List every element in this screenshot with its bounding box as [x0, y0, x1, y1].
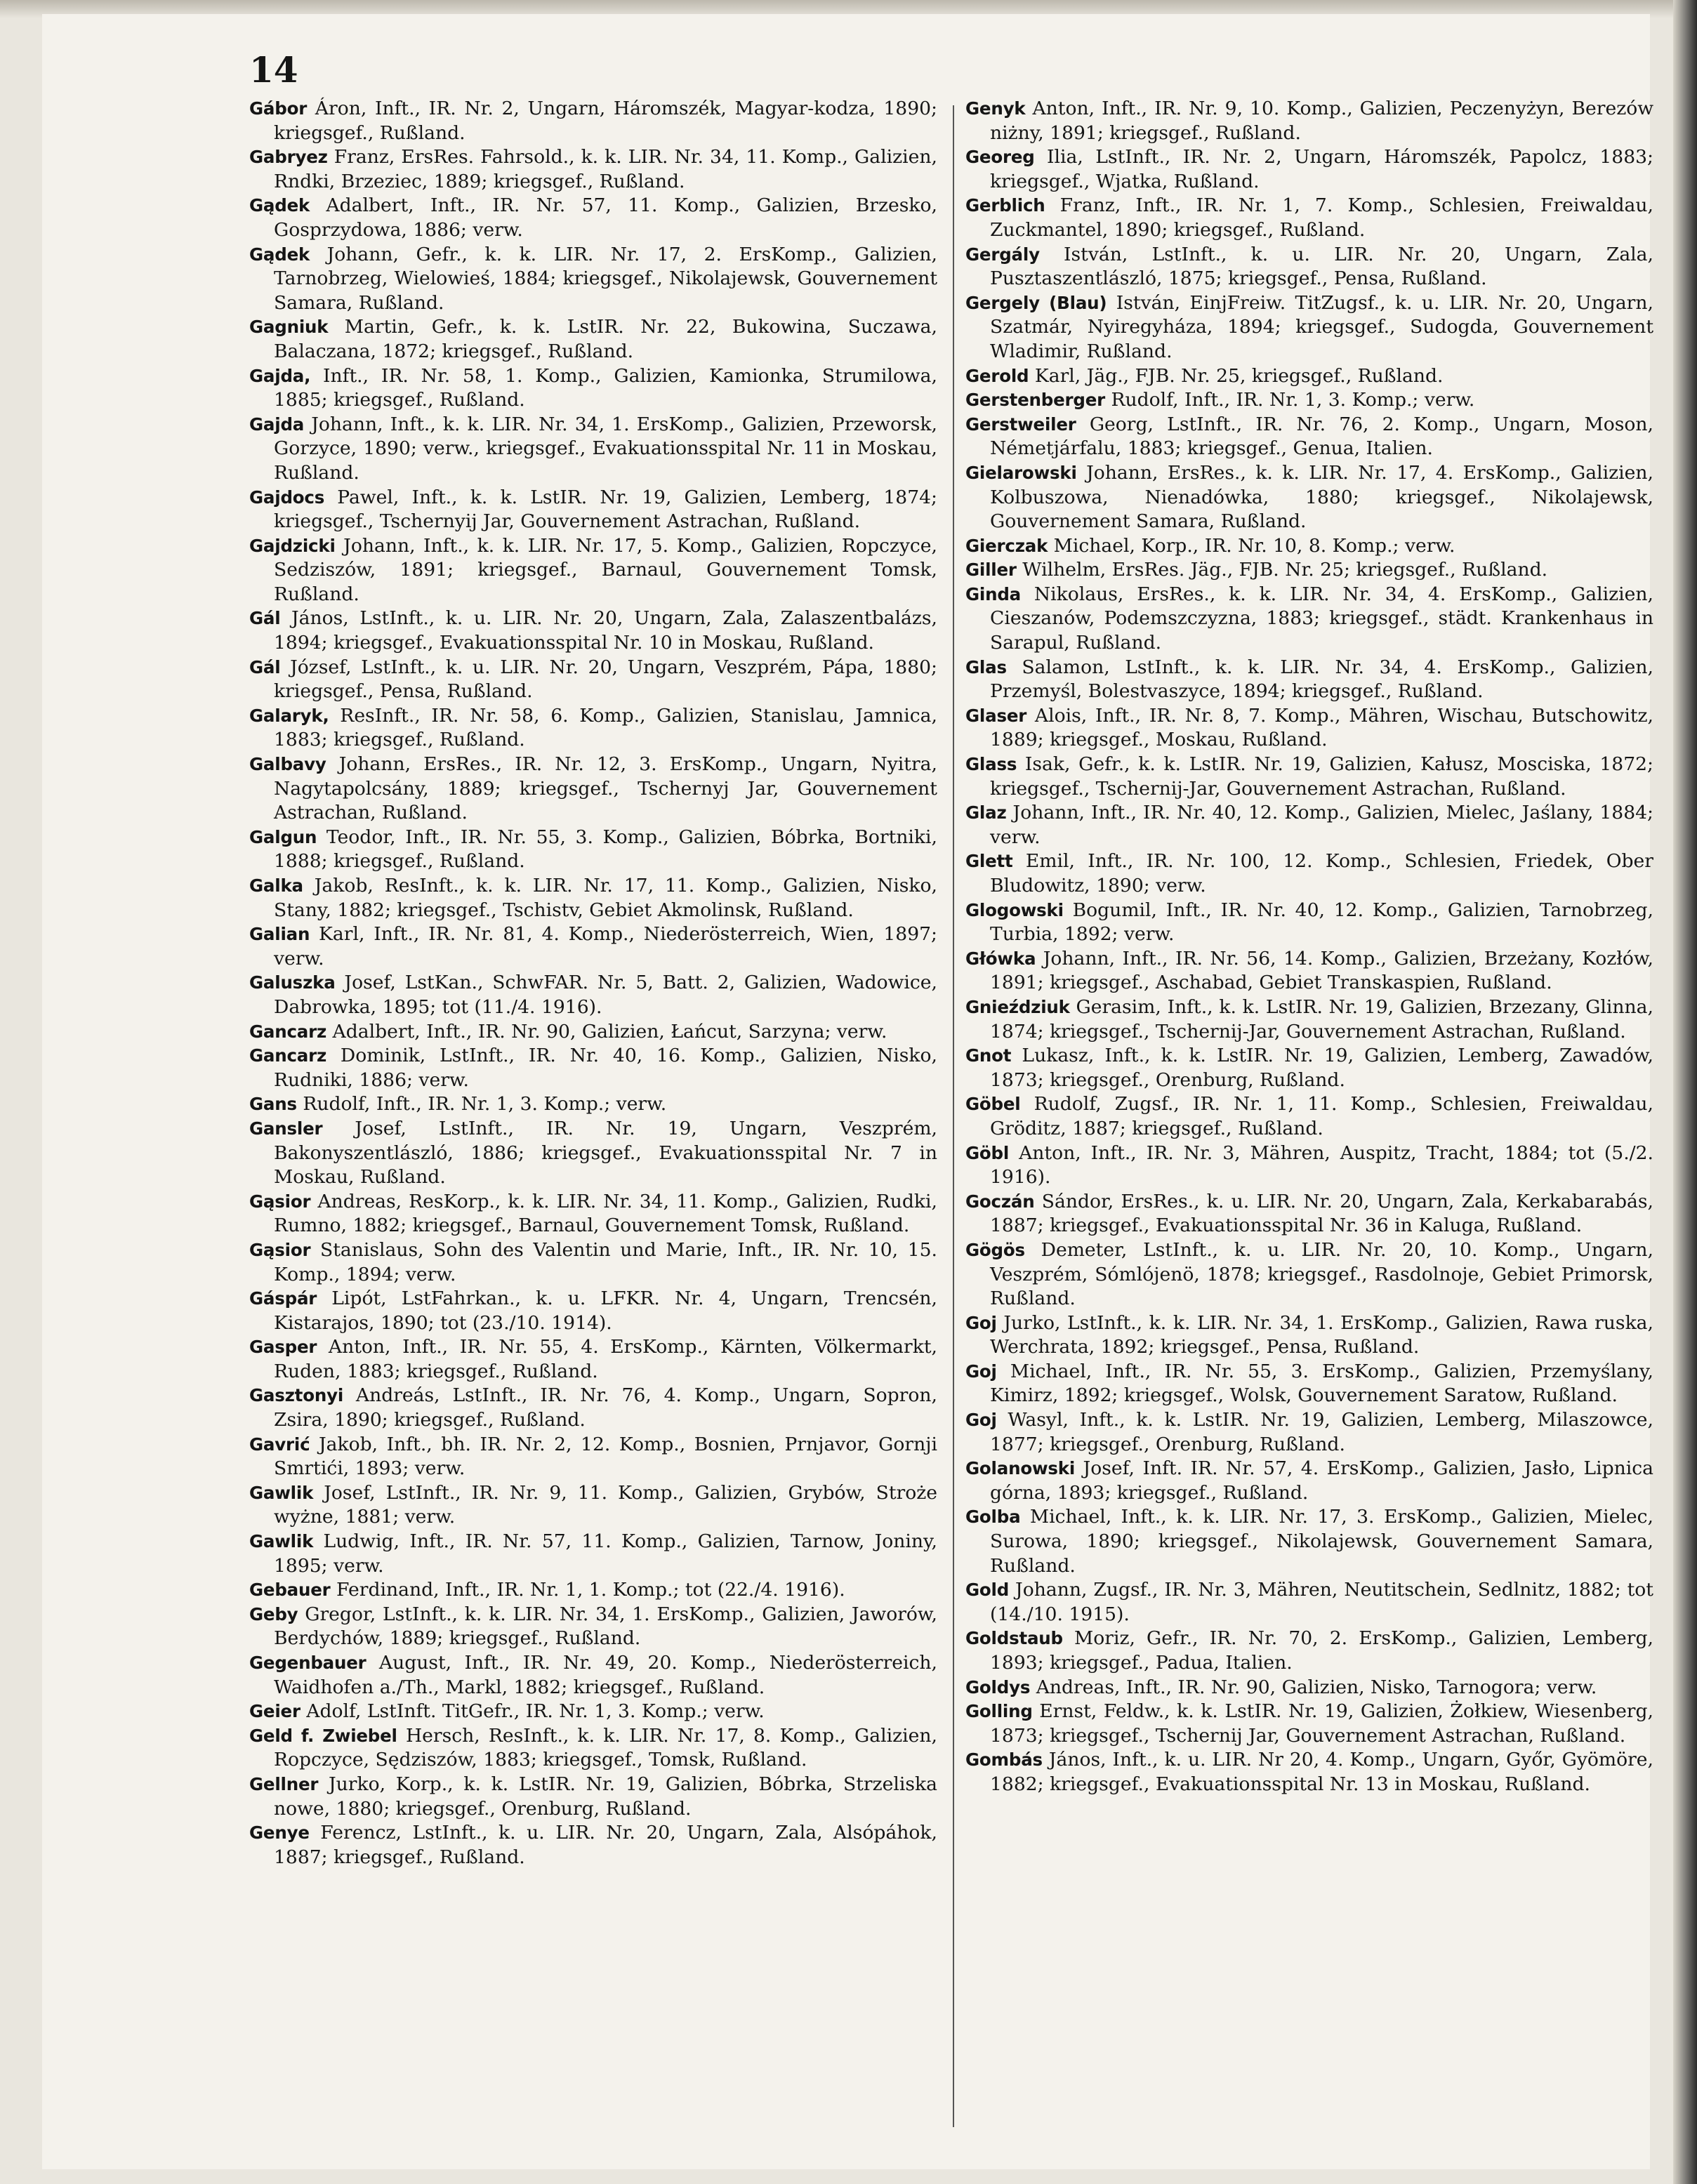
entry-details: Alois, Inft., IR. Nr. 8, 7. Komp., Mähren, Wischau, Butschowitz, 1889; kriegsgef., Moskau, Rußland.	[990, 704, 1653, 751]
register-entry	[965, 1044, 1653, 1092]
entry-details: Andreás, LstInft., IR. Nr. 76, 4. Komp., Ungarn, Sopron, Zsira, 1890; kriegsgef., Rußland.	[274, 1384, 937, 1431]
entry-details: Teodor, Inft., IR. Nr. 55, 3. Komp., Galizien, Bóbrka, Bortniki, 1888; kriegsgef., Rußland.	[274, 826, 937, 873]
entry-surname: Gajda	[249, 413, 305, 435]
entry-surname: Galgun	[249, 826, 317, 847]
entry-surname: Gerstenberger	[965, 390, 1106, 411]
entry-details: Josef, LstInft., IR. Nr. 9, 11. Komp., Galizien, Grybów, Stroże wyżne, 1881; verw.	[274, 1481, 937, 1528]
register-entry	[249, 1773, 937, 1821]
register-entry	[249, 874, 937, 922]
entry-details: Michael, Korp., IR. Nr. 10, 8. Komp.; verw.	[1048, 534, 1455, 557]
register-entry	[965, 461, 1653, 534]
register-entry	[249, 753, 937, 826]
register-entry	[249, 1481, 937, 1530]
entry-surname: Gielarowski	[965, 462, 1077, 483]
entry-details: József, LstInft., k. u. LIR. Nr. 20, Ungarn, Veszprém, Pápa, 1880; kriegsgef., Pensa, Rußland.	[274, 656, 937, 703]
register-entry	[249, 1651, 937, 1700]
register-entry	[965, 753, 1653, 801]
register-entry	[965, 1627, 1653, 1675]
entry-surname: Gebauer	[249, 1580, 331, 1601]
register-entry	[249, 364, 937, 413]
entry-surname: Galaryk,	[249, 705, 329, 726]
entry-surname: Gerstweiler	[965, 413, 1076, 435]
entry-details: Sándor, ErsRes., k. u. LIR. Nr. 20, Ungarn, Zala, Kerkabarabás, 1887; kriegsgef., Evakuationsspital Nr. 36 in Kaluga, Rußland.	[990, 1190, 1653, 1237]
register-entry	[965, 558, 1653, 583]
entry-details: Jurko, LstInft., k. k. LIR. Nr. 34, 1. ErsKomp., Galizien, Rawa ruska, Werchrata, 1892; kriegsgef., Pensa, Rußland.	[990, 1311, 1653, 1358]
register-entry	[249, 1530, 937, 1578]
entry-details: Wilhelm, ErsRes. Jäg., FJB. Nr. 25; kriegsgef., Rußland.	[1016, 559, 1548, 581]
register-entry	[965, 1141, 1653, 1190]
entry-details: Rudolf, Zugsf., IR. Nr. 1, 11. Komp., Schlesien, Freiwaldau, Gröditz, 1887; kriegsgef., Rußland.	[990, 1093, 1653, 1139]
entry-surname: Göbel	[965, 1094, 1021, 1115]
entry-details: István, EinjFreiw. TitZugsf., k. u. LIR. Nr. 20, Ungarn, Szatmár, Nyiregyháza, 1894; kriegsgef., Sudogda, Gouvernement Wladimir, Rußland.	[990, 291, 1653, 362]
entry-details: Jurko, Korp., k. k. LstIR. Nr. 19, Galizien, Bóbrka, Strzeliska nowe, 1880; kriegsgef., Orenburg, Rußland.	[274, 1773, 937, 1820]
entry-details: Ferencz, LstInft., k. u. LIR. Nr. 20, Ungarn, Zala, Alsópáhok, 1887; kriegsgef., Rußland.	[274, 1822, 937, 1868]
entry-surname: Gavrić	[249, 1434, 310, 1455]
entry-surname: Georeg	[965, 147, 1035, 168]
entry-surname: Gąsior	[249, 1191, 311, 1212]
entry-surname: Gierczak	[965, 535, 1048, 556]
register-entry	[965, 1457, 1653, 1505]
entry-surname: Glett	[965, 851, 1013, 872]
entry-details: Michael, Inft., k. k. LIR. Nr. 17, 3. ErsKomp., Galizien, Mielec, Surowa, 1890; kriegsgef., Nikolajewsk, Gouvernement Samara, Rußland.	[990, 1506, 1653, 1577]
register-entry	[249, 97, 937, 145]
entry-details: Johann, Gefr., k. k. LIR. Nr. 17, 2. ErsKomp., Galizien, Tarnobrzeg, Wielowieś, 1884; kriegsgef., Nikolajewsk, Gouvernement Samara, Rußland.	[274, 243, 937, 314]
register-entry	[965, 995, 1653, 1044]
entry-surname: Goj	[965, 1410, 997, 1431]
entry-surname: Gajdocs	[249, 487, 325, 508]
register-entry	[249, 826, 937, 874]
register-entry	[249, 704, 937, 753]
entry-details: Áron, Inft., IR. Nr. 2, Ungarn, Háromszék, Magyar-kodza, 1890; kriegsgef., Rußland.	[274, 98, 937, 144]
entry-surname: Gnieździuk	[965, 996, 1070, 1017]
register-entry	[249, 1724, 937, 1773]
entry-details: Hersch, ResInft., k. k. LIR. Nr. 17, 8. Komp., Galizien, Ropczyce, Sędziszów, 1883; kriegsgef., Tomsk, Rußland.	[274, 1724, 937, 1771]
register-entry	[965, 534, 1653, 559]
register-entry	[965, 97, 1653, 145]
entry-details: Anton, Inft., IR. Nr. 9, 10. Komp., Galizien, Peczenyżyn, Berezów niżny, 1891; kriegsgef., Rußland.	[990, 98, 1653, 144]
entry-surname: Glogowski	[965, 899, 1064, 920]
entry-details: Rudolf, Inft., IR. Nr. 1, 3. Komp.; verw.	[296, 1093, 667, 1116]
entry-details: Isak, Gefr., k. k. LstIR. Nr. 19, Galizien, Kałusz, Mosciska, 1872; kriegsgef., Tschernij-Jar, Gouvernement Astrachan, Rußland.	[990, 753, 1653, 800]
entry-details: Ilia, LstInft., IR. Nr. 2, Ungarn, Háromszék, Papolcz, 1883; kriegsgef., Wjatka, Rußland.	[990, 146, 1653, 192]
register-entry	[249, 1335, 937, 1384]
entry-surname: Gögös	[965, 1239, 1025, 1260]
entry-details: Ernst, Feldw., k. k. LstIR. Nr. 19, Galizien, Żołkiew, Wiesenberg, 1873; kriegsgef., Tschernij Jar, Gouvernement Astrachan, Rußland.	[990, 1700, 1653, 1747]
entry-surname: Gansler	[249, 1118, 323, 1139]
entry-surname: Glas	[965, 656, 1007, 677]
entry-surname: Gans	[249, 1094, 297, 1115]
entry-details: Johann, ErsRes., k. k. LIR. Nr. 17, 4. ErsKomp., Galizien, Kolbuszowa, Nienadówka, 1880; kriegsgef., Nikolajewsk, Gouvernement Samara, Rußland.	[990, 461, 1653, 533]
entry-surname: Gál	[249, 656, 281, 677]
entry-details: Moriz, Gefr., IR. Nr. 70, 2. ErsKomp., Galizien, Lemberg, 1893; kriegsgef., Padua, Italien.	[990, 1627, 1653, 1674]
entry-surname: Gancarz	[249, 1045, 327, 1066]
register-entry	[965, 1505, 1653, 1578]
register-entry	[965, 413, 1653, 461]
entry-surname: Gabryez	[249, 147, 328, 168]
register-entry	[965, 291, 1653, 364]
register-entry	[965, 1311, 1653, 1360]
entry-details: Inft., IR. Nr. 58, 1. Komp., Galizien, Kamionka, Strumilowa, 1885; kriegsgef., Rußland.	[274, 364, 937, 411]
entry-details: Johann, Inft., IR. Nr. 40, 12. Komp., Galizien, Mielec, Jaślany, 1884; verw.	[990, 802, 1653, 848]
entry-details: Anton, Inft., IR. Nr. 3, Mähren, Auspitz, Tracht, 1884; tot (5./2. 1916).	[990, 1141, 1653, 1189]
register-entry	[249, 1287, 937, 1335]
register-entry	[249, 1238, 937, 1287]
entry-details: Franz, ErsRes. Fahrsold., k. k. LIR. Nr. 34, 11. Komp., Galizien, Rndki, Brzeziec, 1889; kriegsgef., Rußland.	[274, 146, 937, 192]
register-entry	[249, 1044, 937, 1092]
register-entry	[965, 1676, 1653, 1700]
entry-details: Andreas, ResKorp., k. k. LIR. Nr. 34, 11. Komp., Galizien, Rudki, Rumno, 1882; kriegsgef., Barnaul, Gouvernement Tomsk, Rußland.	[274, 1190, 937, 1237]
entry-details: Gerasim, Inft., k. k. LstIR. Nr. 19, Galizien, Brzezany, Glinna, 1874; kriegsgef., Tschernij-Jar, Gouvernement Astrachan, Rußland.	[990, 995, 1653, 1043]
register-entry	[249, 1578, 937, 1603]
entry-surname: Gáspár	[249, 1288, 317, 1309]
entry-details: Jakob, Inft., bh. IR. Nr. 2, 12. Komp., Bosnien, Prnjavor, Gornji Smrtići, 1893; verw.	[274, 1433, 937, 1480]
entry-surname: Galbavy	[249, 754, 326, 775]
register-entry	[249, 1700, 937, 1724]
entry-details: Salamon, LstInft., k. k. LIR. Nr. 34, 4. ErsKomp., Galizien, Przemyśl, Bolestvaszyce, 1894; kriegsgef., Rußland.	[990, 656, 1653, 703]
entry-surname: Galian	[249, 924, 310, 945]
entry-surname: Gergely (Blau)	[965, 292, 1107, 313]
entry-surname: Gajda,	[249, 365, 311, 386]
entry-details: Johann, Inft., k. k. LIR. Nr. 34, 1. ErsKomp., Galizien, Przeworsk, Gorzyce, 1890; verw., kriegsgef., Evakuationsspital Nr. 11 in Moskau, Rußland.	[274, 413, 937, 484]
entry-surname: Galka	[249, 875, 303, 896]
entry-details: János, Inft., k. u. LIR. Nr 20, 4. Komp., Ungarn, Győr, Gyömöre, 1882; kriegsgef., Evakuationsspital Nr. 13 in Moskau, Rußland.	[990, 1749, 1653, 1795]
entry-details: August, Inft., IR. Nr. 49, 20. Komp., Niederösterreich, Waidhofen a./Th., Markl, 1882; kriegsgef., Rußland.	[274, 1652, 937, 1698]
entry-surname: Goj	[965, 1312, 997, 1333]
entry-details: Lipót, LstFahrkan., k. u. LFKR. Nr. 4, Ungarn, Trencsén, Kistarajos, 1890; tot (23./10. 1914).	[274, 1288, 937, 1334]
entry-surname: Genyk	[965, 98, 1026, 119]
entry-details: Josef, Inft. IR. Nr. 57, 4. ErsKomp., Galizien, Jasło, Lipnica górna, 1893; kriegsgef., Rußland.	[990, 1457, 1653, 1504]
register-entry	[249, 1603, 937, 1651]
entry-details: Josef, LstInft., IR. Nr. 19, Ungarn, Veszprém, Bakonyszentlászló, 1886; kriegsgef., Evakuationsspital Nr. 7 in Moskau, Rußland.	[274, 1117, 937, 1189]
register-entry	[965, 1238, 1653, 1311]
register-entry	[965, 1360, 1653, 1408]
register-entry	[965, 243, 1653, 291]
register-entry	[249, 194, 937, 242]
entry-surname: Geier	[249, 1701, 301, 1722]
register-entry	[249, 534, 937, 607]
entry-surname: Gagniuk	[249, 317, 329, 338]
entry-details: Anton, Inft., IR. Nr. 55, 4. ErsKomp., Kärnten, Völkermarkt, Ruden, 1883; kriegsgef., Rußland.	[274, 1336, 937, 1382]
entry-surname: Goldys	[965, 1676, 1031, 1697]
entry-surname: Glaz	[965, 802, 1007, 823]
register-entry	[965, 1700, 1653, 1748]
entry-details: Adalbert, Inft., IR. Nr. 90, Galizien, Łańcut, Sarzyna; verw.	[326, 1020, 887, 1043]
entry-details: Andreas, Inft., IR. Nr. 90, Galizien, Nisko, Tarnogora; verw.	[1030, 1676, 1597, 1698]
register-entry	[965, 1748, 1653, 1796]
left-column	[249, 97, 937, 1869]
entry-surname: Geby	[249, 1603, 298, 1624]
entry-surname: Ginda	[965, 583, 1022, 604]
register-entry	[965, 1092, 1653, 1141]
register-entry	[249, 1092, 937, 1117]
register-entry	[249, 607, 937, 655]
entry-details: Franz, Inft., IR. Nr. 1, 7. Komp., Schlesien, Freiwaldau, Zuckmantel, 1890; kriegsgef., Rußland.	[990, 194, 1653, 241]
entry-details: ResInft., IR. Nr. 58, 6. Komp., Galizien, Stanislau, Jamnica, 1883; kriegsgef., Rußland.	[274, 704, 937, 751]
entry-details: Stanislaus, Sohn des Valentin und Marie, Inft., IR. Nr. 10, 15. Komp., 1894; verw.	[274, 1238, 937, 1285]
register-entry	[965, 145, 1653, 194]
entry-details: Gregor, LstInft., k. k. LIR. Nr. 34, 1. ErsKomp., Galizien, Jaworów, Berdychów, 1889; kriegsgef., Rußland.	[274, 1603, 937, 1650]
register-entry	[249, 315, 937, 364]
entry-surname: Giller	[965, 560, 1017, 581]
entry-surname: Gegenbauer	[249, 1653, 367, 1673]
entry-surname: Golba	[965, 1507, 1021, 1528]
entry-details: Karl, Jäg., FJB. Nr. 25, kriegsgef., Rußland.	[1029, 364, 1444, 387]
register-entry	[965, 194, 1653, 242]
register-entry	[965, 947, 1653, 995]
entry-details: Georg, LstInft., IR. Nr. 76, 2. Komp., Ungarn, Moson, Németjárfalu, 1883; kriegsgef., Genua, Italien.	[990, 413, 1653, 460]
entry-surname: Glaser	[965, 705, 1027, 726]
entry-details: Dominik, LstInft., IR. Nr. 40, 16. Komp., Galizien, Nisko, Rudniki, 1886; verw.	[274, 1045, 937, 1091]
entry-details: Ferdinand, Inft., IR. Nr. 1, 1. Komp.; tot (22./4. 1916).	[330, 1579, 845, 1601]
register-entry	[249, 486, 937, 534]
register-entry	[249, 971, 937, 1019]
entry-details: Lukasz, Inft., k. k. LstIR. Nr. 19, Galizien, Lemberg, Zawadów, 1873; kriegsgef., Orenburg, Rußland.	[990, 1045, 1653, 1091]
entry-details: Jakob, ResInft., k. k. LIR. Nr. 17, 11. Komp., Galizien, Nisko, Stany, 1882; kriegsgef., Tschistv, Gebiet Akmolinsk, Rußland.	[274, 875, 937, 921]
register-entry	[249, 1117, 937, 1190]
register-entry	[249, 243, 937, 316]
register-entry	[965, 1578, 1653, 1627]
right-column	[965, 97, 1653, 1797]
entry-surname: Gál	[249, 608, 281, 629]
entry-surname: Gawlik	[249, 1531, 314, 1552]
register-entry	[965, 364, 1653, 389]
entry-surname: Gnot	[965, 1045, 1012, 1066]
entry-surname: Główka	[965, 948, 1036, 969]
register-entry	[965, 583, 1653, 656]
entry-details: Rudolf, Inft., IR. Nr. 1, 3. Komp.; verw.	[1105, 389, 1475, 411]
entry-details: Nikolaus, ErsRes., k. k. LIR. Nr. 34, 4. ErsKomp., Galizien, Cieszanów, Podemszczyzna, 1883; kriegsgef., städt. Krankenhaus in Sarapul, Rußland.	[990, 583, 1653, 654]
entry-details: Emil, Inft., IR. Nr. 100, 12. Komp., Schlesien, Friedek, Ober Bludowitz, 1890; verw.	[990, 850, 1653, 896]
entry-details: Adolf, LstInft. TitGefr., IR. Nr. 1, 3. Komp.; verw.	[300, 1700, 765, 1723]
entry-surname: Glass	[965, 754, 1017, 775]
entry-details: Martin, Gefr., k. k. LstIR. Nr. 22, Bukowina, Suczawa, Balaczana, 1872; kriegsgef., Rußland.	[274, 316, 937, 362]
entry-surname: Galuszka	[249, 972, 336, 993]
entry-surname: Gábor	[249, 98, 308, 119]
register-entry	[249, 1190, 937, 1238]
register-entry	[249, 656, 937, 704]
entry-details: Josef, LstKan., SchwFAR. Nr. 5, Batt. 2, Galizien, Wadowice, Dabrowka, 1895; tot (11./4. 1916).	[274, 972, 937, 1018]
entry-details: István, LstInft., k. u. LIR. Nr. 20, Ungarn, Zala, Pusztaszentlászló, 1875; kriegsgef., Pensa, Rußland.	[990, 243, 1653, 290]
entry-surname: Golling	[965, 1701, 1033, 1722]
register-entry	[249, 145, 937, 194]
scan-right-edge	[1673, 0, 1697, 2184]
page-number: 14	[249, 49, 298, 91]
column-divider	[953, 105, 954, 2127]
register-entry	[965, 801, 1653, 849]
register-entry	[965, 656, 1653, 704]
entry-details: János, LstInft., k. u. LIR. Nr. 20, Ungarn, Zala, Zalaszentbalázs, 1894; kriegsgef., Evakuationsspital Nr. 10 in Moskau, Rußland.	[274, 607, 937, 654]
entry-details: Johann, Zugsf., IR. Nr. 3, Mähren, Neutitschein, Sedlnitz, 1882; tot (14./10. 1915).	[990, 1579, 1653, 1625]
register-entry	[965, 1190, 1653, 1238]
entry-surname: Goj	[965, 1361, 997, 1382]
entry-surname: Golanowski	[965, 1458, 1076, 1479]
entry-surname: Gold	[965, 1580, 1010, 1601]
entry-surname: Gawlik	[249, 1482, 314, 1503]
entry-surname: Genye	[249, 1822, 310, 1844]
register-entry	[965, 704, 1653, 753]
entry-details: Ludwig, Inft., IR. Nr. 57, 11. Komp., Galizien, Tarnow, Joniny, 1895; verw.	[274, 1530, 937, 1577]
register-entry	[965, 849, 1653, 898]
entry-details: Johann, ErsRes., IR. Nr. 12, 3. ErsKomp., Ungarn, Nyitra, Nagytapolcsány, 1889; kriegsgef., Tschernyj Jar, Gouvernement Astrachan, Rußland.	[274, 753, 937, 824]
register-entry	[249, 413, 937, 486]
entry-surname: Gasper	[249, 1337, 317, 1358]
entry-surname: Goczán	[965, 1191, 1035, 1212]
entry-details: Pawel, Inft., k. k. LstIR. Nr. 19, Galizien, Lemberg, 1874; kriegsgef., Tschernyij Jar, Gouvernement Astrachan, Rußland.	[274, 486, 937, 533]
entry-surname: Geld f. Zwiebel	[249, 1725, 397, 1746]
entry-surname: Gąsior	[249, 1239, 311, 1260]
entry-details: Demeter, LstInft., k. u. LIR. Nr. 20, 10. Komp., Ungarn, Veszprém, Sómlójenö, 1878; kriegsgef., Rasdolnoje, Gebiet Primorsk, Rußland.	[990, 1238, 1653, 1310]
entry-details: Johann, Inft., k. k. LIR. Nr. 17, 5. Komp., Galizien, Ropczyce, Sedziszów, 1891; kriegsgef., Barnaul, Gouvernement Tomsk, Rußland.	[274, 534, 937, 605]
register-entry	[249, 1821, 937, 1869]
register-entry	[965, 899, 1653, 947]
entry-surname: Gerblich	[965, 195, 1045, 216]
entry-details: Karl, Inft., IR. Nr. 81, 4. Komp., Niederösterreich, Wien, 1897; verw.	[274, 923, 937, 969]
entry-surname: Gajdzicki	[249, 535, 336, 556]
register-entry	[965, 1408, 1653, 1457]
entry-surname: Gergály	[965, 244, 1040, 265]
entry-surname: Goldstaub	[965, 1628, 1063, 1649]
register-entry	[249, 1020, 937, 1045]
entry-details: Adalbert, Inft., IR. Nr. 57, 11. Komp., Galizien, Brzesko, Gosprzydowa, 1886; verw.	[274, 194, 937, 241]
entry-surname: Gądek	[249, 244, 310, 265]
entry-details: Michael, Inft., IR. Nr. 55, 3. ErsKomp., Galizien, Przemyślany, Kimirz, 1892; kriegsgef., Wolsk, Gouvernement Saratow, Rußland.	[990, 1360, 1653, 1407]
entry-details: Johann, Inft., IR. Nr. 56, 14. Komp., Galizien, Brzeżany, Kozłów, 1891; kriegsgef., Aschabad, Gebiet Transkaspien, Rußland.	[990, 947, 1653, 994]
entry-surname: Gancarz	[249, 1021, 327, 1042]
register-entry	[249, 1433, 937, 1481]
register-entry	[249, 1384, 937, 1432]
entry-details: Bogumil, Inft., IR. Nr. 40, 12. Komp., Galizien, Tarnobrzeg, Turbia, 1892; verw.	[990, 899, 1653, 946]
entry-surname: Gellner	[249, 1773, 319, 1794]
register-entry	[965, 388, 1653, 413]
entry-details: Wasyl, Inft., k. k. LstIR. Nr. 19, Galizien, Lemberg, Milaszowce, 1877; kriegsgef., Orenburg, Rußland.	[990, 1409, 1653, 1455]
register-entry	[249, 922, 937, 971]
entry-surname: Göbl	[965, 1142, 1010, 1163]
entry-surname: Gasztonyi	[249, 1385, 344, 1406]
entry-surname: Gądek	[249, 195, 310, 216]
entry-surname: Gombás	[965, 1749, 1043, 1771]
entry-surname: Gerold	[965, 365, 1029, 386]
